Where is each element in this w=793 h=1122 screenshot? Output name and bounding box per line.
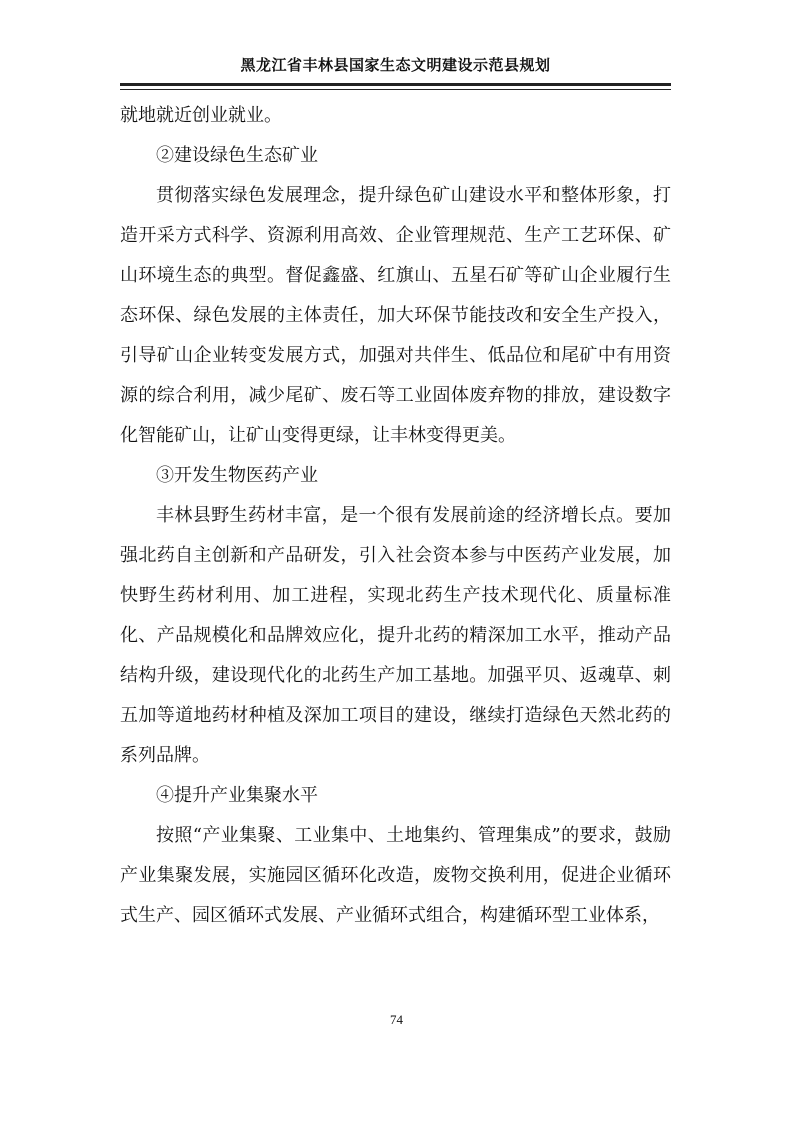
paragraph-industry-cluster: 按照“产业集聚、工业集中、土地集约、管理集成”的要求，鼓励产业集聚发展，实施园区循环化改造，废物交换利用，促进企业循环式生产、园区循环式发展、产业循环式组合，构建循环型工业体系， <box>120 825 671 926</box>
paragraph-green-mining: 贯彻落实绿色发展理念，提升绿色矿山建设水平和整体形象，打造开采方式科学、资源利用高效、企业管理规范、生产工艺环保、矿山环境生态的典型。督促鑫盛、红旗山、五星石矿等矿山企业履行生态环保、绿色发展的主体责任，加大环保节能技改和安全生产投入，引导矿山企业转变发展方式，加强对共伴生、低品位和尾矿中有用资源的综合利用，减少尾矿、废石等工业固体废弃物的排放，建设数字化智能矿山，让矿山变得更绿，让丰林变得更美。 <box>120 185 671 446</box>
paragraph-biomedicine: 丰林县野生药材丰富，是一个很有发展前途的经济增长点。要加强北药自主创新和产品研发，引入社会资本参与中医药产业发展，加快野生药材利用、加工进程，实现北药生产技术现代化、质量标准化、产品规模化和品牌效应化，提升北药的精深加工水平，推动产品结构升级，建设现代化的北药生产加工基地。加强平贝、返魂草、刺五加等道地药材种植及深加工项目的建设，继续打造绿色天然北药的系列品牌。 <box>120 505 671 766</box>
section-heading-industry-cluster: ④提升产业集聚水平 <box>156 785 318 806</box>
section-heading-green-mining: ②建设绿色生态矿业 <box>156 145 318 166</box>
page-number: 74 <box>390 1012 403 1027</box>
header-rule-thick <box>120 83 671 86</box>
page-header-title: 黑龙江省丰林县国家生态文明建设示范县规划 <box>240 56 551 74</box>
page-body <box>120 96 671 936</box>
header-rule-thin <box>120 89 671 90</box>
section-heading-biomedicine: ③开发生物医药产业 <box>156 465 318 486</box>
paragraph-continuation: 就地就近创业就业。 <box>120 105 282 126</box>
